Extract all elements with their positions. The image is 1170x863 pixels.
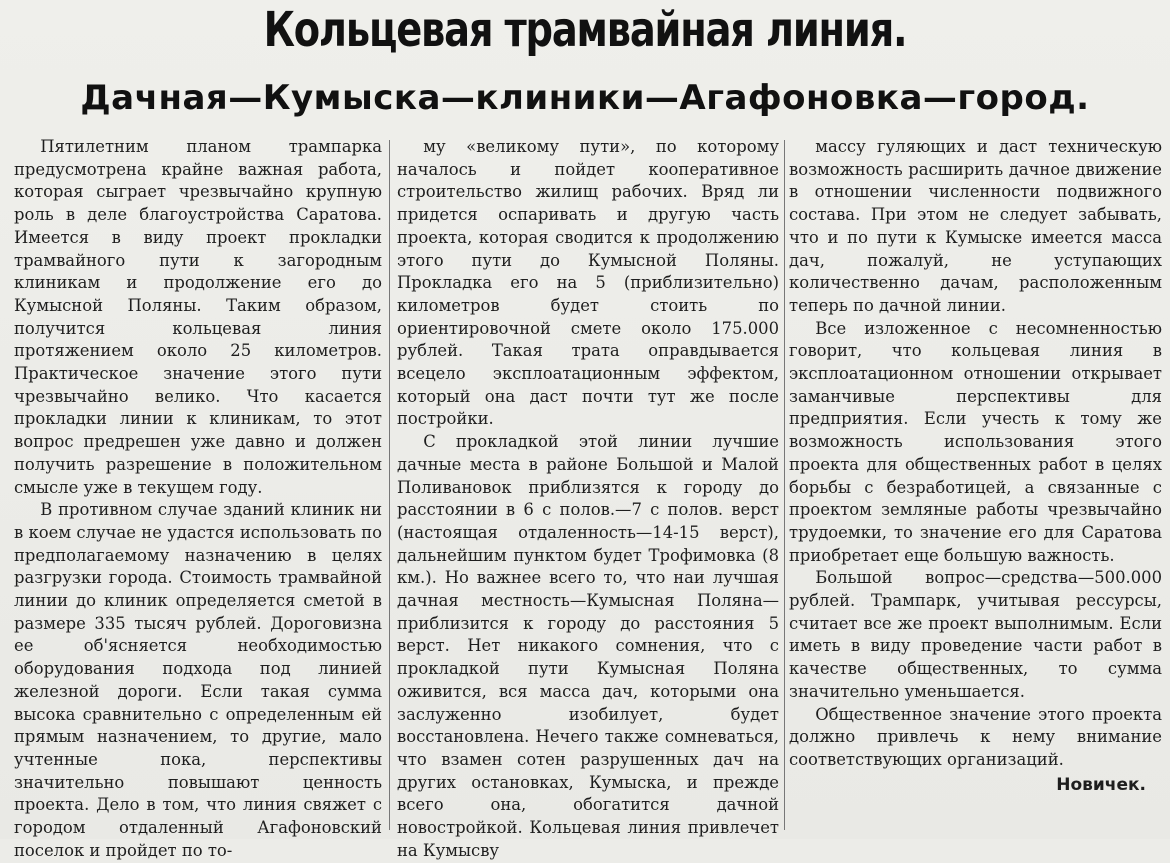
paragraph: массу гуляющих и даст техническую возможность расширить дачное движение в отношении численности подвижного состава. При этом не следует забывать, что и по пути к Кумыске имеется масса дач, пожалуй, не уступающих количественно дачам, расположенным теперь по дачной линии. — [789, 137, 1162, 315]
paragraph: Пятилетним планом трампарка предусмотрена крайне важная работа, которая сыграет чрезвычайно крупную роль в деле благоустройства Саратова. Имеется в виду проект прокладки трамвайного пути к загородным клиникам и продолжение его до Кумысной Поляны. Таким образом, получится кольцевая линия протяжением около 25 километров. Практическое значение этого пути чрезвычайно велико. Что касается прокладки линии к клиникам, то этот вопрос предрешен уже давно и должен получить разрешение в положительном смысле уже в текущем году. — [14, 137, 382, 497]
paragraph: Большой вопрос—средства—500.000 рублей. Трампарк, учитывая рессурсы, считает все же проект выполнимым. Если иметь в виду проведение части работ в качестве общественных, то сумма значительно уменьшается. — [789, 568, 1162, 701]
subheadline: Дачная—Кумыска—клиники—Агафоновка—город. — [80, 78, 1090, 118]
paragraph: Все изложенное с несомненностью говорит, что кольцевая линия в эксплоатационном отношении открывает заманчивые перспективы для предприятия. Если учесть к тому же возможность использования этого проекта для общественных работ в целях борьбы с безработицей, а связанные с проектом земляные работы чрезвычайно трудоемки, то значение его для Саратова приобретает еще большую важность. — [789, 318, 1162, 565]
column-divider — [784, 140, 785, 830]
column-divider — [389, 140, 390, 830]
paragraph: С прокладкой этой линии лучшие дачные места в районе Большой и Малой Поливановок приблизятся к городу до расстоянии в 6 с полов.—7 с полов. верст (настоящая отдаленность—14-15 верст), дальнейшим пунктом будет Трофимовка (8 км.). Но важнее всего то, что наи лучшая дачная местность—Кумысная Поляна—приблизится к городу до расстояния 5 верст. Нет никакого сомнения, что с прокладкой пути Кумысная Поляна оживится, вся масса дач, которыми она заслуженно изобилует, будет восстановлена. Нечего также сомневаться, что взамен сотен разрушенных дач на других остановках, Кумыска, и прежде всего она, обогатится дачной новостройкой. Кольцевая линия привлечет на Кумысву — [397, 432, 779, 860]
column-1 — [14, 136, 382, 860]
column-3 — [789, 136, 1162, 836]
paragraph: Общественное значение этого проекта должно привлечь к нему внимание соответствующих организаций. — [789, 704, 1162, 769]
headline: Кольцевая трамвайная линия. — [263, 2, 907, 58]
article-columns — [0, 136, 1170, 860]
paragraph: му «великому пути», по которому началось и пойдет кооперативное строительство жилищ рабочих. Вряд ли придется оспаривать и другую часть проекта, которая сводится к продолжению этого пути до Кумысной Поляны. Прокладка его на 5 (приблизительно) километров будет стоить по ориентировочной смете около 175.000 рублей. Такая трата оправдывается всецело эксплоатационным эффектом, который она даст почти тут же после постройки. — [397, 137, 779, 429]
author-signature: Новичек. — [1056, 774, 1146, 795]
paragraph: В противном случае зданий клиник ни в коем случае не удастся использовать по предполагаемому назначению в целях разгрузки города. Стоимость трамвайной линии до клиник определяется сметой в размере 335 тысяч рублей. Дороговизна ее об'ясняется необходимостью оборудования подхода под линией железной дороги. Если такая сумма высока сравнительно с определенным ей прямым назначением, то другие, мало учтенные пока, перспективы значительно повышают ценность проекта. Дело в том, что линия свяжет с городом отдаленный Агафоновский поселок и пройдет по то- — [14, 500, 382, 860]
column-2 — [397, 136, 779, 860]
